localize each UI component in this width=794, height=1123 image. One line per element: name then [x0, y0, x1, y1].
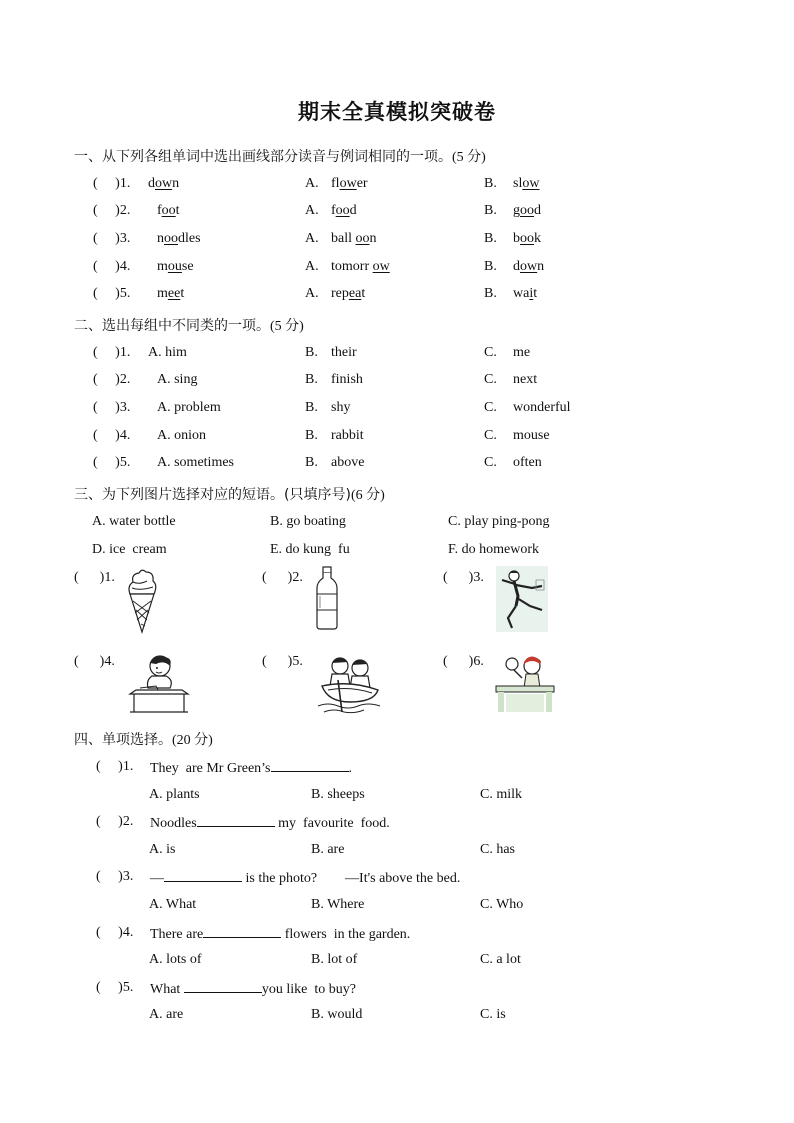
- section-4-question: [0, 814, 794, 834]
- option-b[interactable]: B. Where: [311, 897, 365, 912]
- word-part: d: [148, 176, 155, 191]
- word-part: rep: [331, 286, 349, 301]
- option-c[interactable]: mouse: [513, 428, 550, 443]
- option-c[interactable]: C. a lot: [480, 952, 521, 967]
- section-3-points: (6 分): [350, 488, 385, 503]
- option-a[interactable]: [331, 286, 365, 302]
- word-part: d: [534, 203, 541, 218]
- option-c-label: C.: [484, 400, 497, 415]
- question-pre: They are Mr Green’s: [150, 761, 271, 776]
- question-post: my favourite food.: [274, 816, 390, 831]
- answer-blank[interactable]: ( )2.: [96, 814, 134, 829]
- option-b[interactable]: rabbit: [331, 428, 364, 443]
- option-b[interactable]: [513, 231, 541, 247]
- option-c[interactable]: C. milk: [480, 787, 523, 802]
- question-pre: There are: [150, 927, 204, 942]
- option-b-label: B.: [484, 176, 497, 191]
- option-a[interactable]: [331, 203, 357, 219]
- word-part: g: [513, 203, 520, 218]
- word-part: dles: [178, 231, 201, 246]
- picture-2-answer[interactable]: ( )2.: [262, 570, 303, 585]
- question-text: [150, 925, 410, 943]
- word-part: tomorr: [331, 259, 373, 274]
- underlined-part: ea: [348, 286, 362, 301]
- question-text: [150, 814, 390, 832]
- fill-blank[interactable]: [271, 759, 349, 772]
- option-b-label: B.: [484, 231, 497, 246]
- option-c[interactable]: C. has: [480, 842, 515, 857]
- section-2-heading: [74, 315, 304, 335]
- option-a[interactable]: A. is: [149, 842, 176, 857]
- answer-blank[interactable]: ( )4.: [93, 259, 131, 274]
- question-pre: Noodles: [150, 816, 197, 831]
- option-c[interactable]: me: [513, 345, 531, 360]
- section-1-question: [0, 176, 794, 196]
- option-b-label: B.: [305, 345, 318, 360]
- answer-blank[interactable]: ( )1.: [93, 176, 131, 191]
- section-4-options: [0, 897, 794, 917]
- section-1-heading-text: 一、从下列各组单词中选出画线部分读音与例词相同的一项。: [74, 149, 452, 165]
- section-2-question: [0, 400, 794, 420]
- section-2-question: [0, 345, 794, 365]
- section-4-options: [0, 1007, 794, 1027]
- option-b-label: B.: [305, 455, 318, 470]
- section-4-heading: [74, 729, 213, 749]
- section-3-heading-text: 三、为下列图片选择对应的短语。(只填序号): [74, 487, 351, 503]
- answer-blank[interactable]: ( )3.: [96, 869, 134, 884]
- question-text: [150, 759, 352, 777]
- section-2-points: (5 分): [270, 319, 304, 334]
- example-word: [157, 203, 180, 219]
- answer-blank[interactable]: ( )5.: [93, 286, 131, 301]
- example-word: [157, 231, 201, 247]
- option-b[interactable]: [513, 176, 539, 192]
- answer-blank[interactable]: ( )4.: [96, 925, 134, 940]
- option-a[interactable]: A. What: [149, 897, 197, 912]
- underlined-part: ou: [167, 259, 182, 274]
- example-word: [157, 259, 194, 275]
- answer-blank[interactable]: ( )2.: [93, 372, 131, 387]
- fill-blank[interactable]: [164, 869, 242, 882]
- option-a-label: A.: [305, 259, 319, 274]
- question-post: flowers in the garden.: [281, 927, 411, 942]
- word-part: fl: [331, 176, 340, 191]
- section-4-points: (20 分): [172, 733, 213, 748]
- phrase-option-a: A. water bottle: [92, 514, 176, 529]
- word-part: m: [157, 259, 168, 274]
- word-part: wa: [513, 286, 530, 301]
- option-a[interactable]: A. plants: [149, 787, 200, 802]
- example-word: [148, 176, 179, 192]
- word-part: f: [157, 203, 162, 218]
- option-b[interactable]: B. sheeps: [311, 787, 365, 802]
- section-2-question: [0, 428, 794, 448]
- section-2-question: [0, 455, 794, 475]
- option-a[interactable]: A. sometimes: [157, 455, 234, 470]
- option-a[interactable]: A. are: [149, 1007, 184, 1022]
- underlined-part: oo: [355, 231, 370, 246]
- question-post: .: [348, 761, 353, 776]
- word-part: t: [175, 203, 180, 218]
- option-c-label: C.: [484, 345, 497, 360]
- option-a[interactable]: [331, 259, 390, 275]
- option-b-label: B.: [305, 428, 318, 443]
- question-pre: —: [150, 871, 164, 886]
- answer-blank[interactable]: ( )5.: [96, 980, 134, 995]
- option-a[interactable]: [331, 176, 368, 192]
- underlined-part: ow: [522, 176, 540, 191]
- option-c-label: C.: [484, 428, 497, 443]
- word-part: n: [369, 231, 377, 246]
- section-1-question: [0, 259, 794, 279]
- word-part: t: [180, 286, 185, 301]
- option-a[interactable]: A. onion: [157, 428, 206, 443]
- word-part: m: [157, 286, 168, 301]
- word-part: ball: [331, 231, 356, 246]
- phrase-option-f: F. do homework: [448, 542, 540, 557]
- option-a[interactable]: [331, 231, 377, 247]
- question-text: [150, 980, 356, 998]
- section-4-options: [0, 787, 794, 807]
- answer-blank[interactable]: ( )1.: [96, 759, 134, 774]
- option-b[interactable]: B. are: [311, 842, 345, 857]
- boating-icon: [318, 650, 384, 716]
- option-b-label: B.: [305, 400, 318, 415]
- underlined-part: ow: [155, 176, 173, 191]
- fill-blank[interactable]: [184, 980, 262, 993]
- section-2-heading-text: 二、选出每组中不同类的一项。: [74, 318, 270, 334]
- underlined-part: ow: [520, 259, 538, 274]
- underlined-part: ow: [372, 259, 390, 274]
- word-part: t: [361, 286, 366, 301]
- option-a[interactable]: A. problem: [157, 400, 221, 415]
- phrase-option-c: C. play ping-pong: [448, 514, 550, 529]
- underlined-part: ee: [167, 286, 181, 301]
- option-c-label: C.: [484, 372, 497, 387]
- kung-fu-icon: [496, 566, 548, 632]
- option-c[interactable]: C. is: [480, 1007, 506, 1022]
- picture-5-answer[interactable]: ( )5.: [262, 654, 303, 669]
- answer-blank[interactable]: ( )3.: [93, 231, 131, 246]
- option-b[interactable]: B. would: [311, 1007, 363, 1022]
- option-a-label: A.: [305, 203, 319, 218]
- fill-blank[interactable]: [203, 925, 281, 938]
- section-4-heading-text: 四、单项选择。: [74, 732, 172, 748]
- section-1-question: [0, 231, 794, 251]
- phrase-option-d: D. ice cream: [92, 542, 167, 557]
- option-c[interactable]: wonderful: [513, 400, 571, 415]
- ping-pong-icon: [492, 650, 558, 714]
- answer-blank[interactable]: ( )4.: [93, 428, 131, 443]
- underlined-part: oo: [520, 231, 534, 246]
- option-c[interactable]: C. Who: [480, 897, 524, 912]
- section-4-question: [0, 980, 794, 1000]
- answer-blank[interactable]: ( )5.: [93, 455, 131, 470]
- homework-icon: [126, 650, 192, 714]
- section-4-question: [0, 925, 794, 945]
- section-1-question: [0, 286, 794, 306]
- option-b-label: B.: [484, 259, 497, 274]
- underlined-part: oo: [164, 231, 178, 246]
- word-part: n: [157, 231, 164, 246]
- answer-blank[interactable]: ( )1.: [93, 345, 131, 360]
- option-a-label: A.: [305, 176, 319, 191]
- section-3-heading: [74, 484, 385, 504]
- section-2-question: [0, 372, 794, 392]
- word-part: k: [534, 231, 541, 246]
- option-a[interactable]: A. sing: [157, 372, 198, 387]
- underlined-part: ow: [339, 176, 357, 191]
- example-word: [157, 286, 184, 302]
- section-4-question: [0, 869, 794, 889]
- answer-blank[interactable]: ( )3.: [93, 400, 131, 415]
- phrase-options-row-2: [0, 542, 794, 562]
- option-a[interactable]: A. lots of: [149, 952, 202, 967]
- picture-3-answer[interactable]: ( )3.: [443, 570, 484, 585]
- word-part: t: [533, 286, 538, 301]
- answer-blank[interactable]: ( )2.: [93, 203, 131, 218]
- phrase-options-row-1: [0, 514, 794, 534]
- option-b[interactable]: above: [331, 455, 365, 470]
- word-part: d: [349, 203, 357, 218]
- option-b[interactable]: [513, 203, 541, 219]
- option-b-label: B.: [484, 286, 497, 301]
- option-c-label: C.: [484, 455, 497, 470]
- question-pre: What: [150, 982, 184, 997]
- word-part: se: [181, 259, 194, 274]
- word-part: n: [537, 259, 545, 274]
- option-b[interactable]: shy: [331, 400, 351, 415]
- picture-6-answer[interactable]: ( )6.: [443, 654, 484, 669]
- option-b[interactable]: [513, 259, 544, 275]
- option-b[interactable]: their: [331, 345, 357, 360]
- underlined-part: oo: [161, 203, 176, 218]
- phrase-option-e: E. do kung fu: [270, 542, 350, 557]
- section-4-options: [0, 952, 794, 972]
- option-b-label: B.: [484, 203, 497, 218]
- option-b-label: B.: [305, 372, 318, 387]
- ice-cream-icon: [125, 568, 159, 634]
- word-part: sl: [513, 176, 523, 191]
- section-4-question: [0, 759, 794, 779]
- option-b[interactable]: [513, 286, 537, 302]
- question-post: is the photo? —It's above the bed.: [242, 871, 461, 886]
- word-part: b: [513, 231, 520, 246]
- option-b[interactable]: finish: [331, 372, 363, 387]
- option-a-label: A.: [305, 231, 319, 246]
- option-b[interactable]: B. lot of: [311, 952, 358, 967]
- word-part: f: [331, 203, 336, 218]
- question-post: you like to buy?: [261, 982, 356, 997]
- word-part: d: [513, 259, 520, 274]
- fill-blank[interactable]: [197, 814, 275, 827]
- underlined-part: i: [529, 286, 534, 301]
- underlined-part: oo: [335, 203, 350, 218]
- picture-1-answer[interactable]: ( )1.: [74, 570, 115, 585]
- option-a-label: A.: [305, 286, 319, 301]
- phrase-option-b: B. go boating: [270, 514, 346, 529]
- section-1-heading: [74, 146, 486, 166]
- picture-4-answer[interactable]: ( )4.: [74, 654, 115, 669]
- section-4-options: [0, 842, 794, 862]
- underlined-part: oo: [520, 203, 534, 218]
- section-1-question: [0, 203, 794, 223]
- word-part: er: [356, 176, 368, 191]
- option-c[interactable]: next: [513, 372, 538, 387]
- option-c[interactable]: often: [513, 455, 542, 470]
- water-bottle-icon: [314, 566, 340, 630]
- section-1-points: (5 分): [452, 150, 486, 165]
- word-part: n: [172, 176, 180, 191]
- question-text: [150, 869, 460, 887]
- option-a[interactable]: A. him: [148, 345, 187, 360]
- page-title: 期末全真模拟突破卷: [298, 100, 496, 124]
